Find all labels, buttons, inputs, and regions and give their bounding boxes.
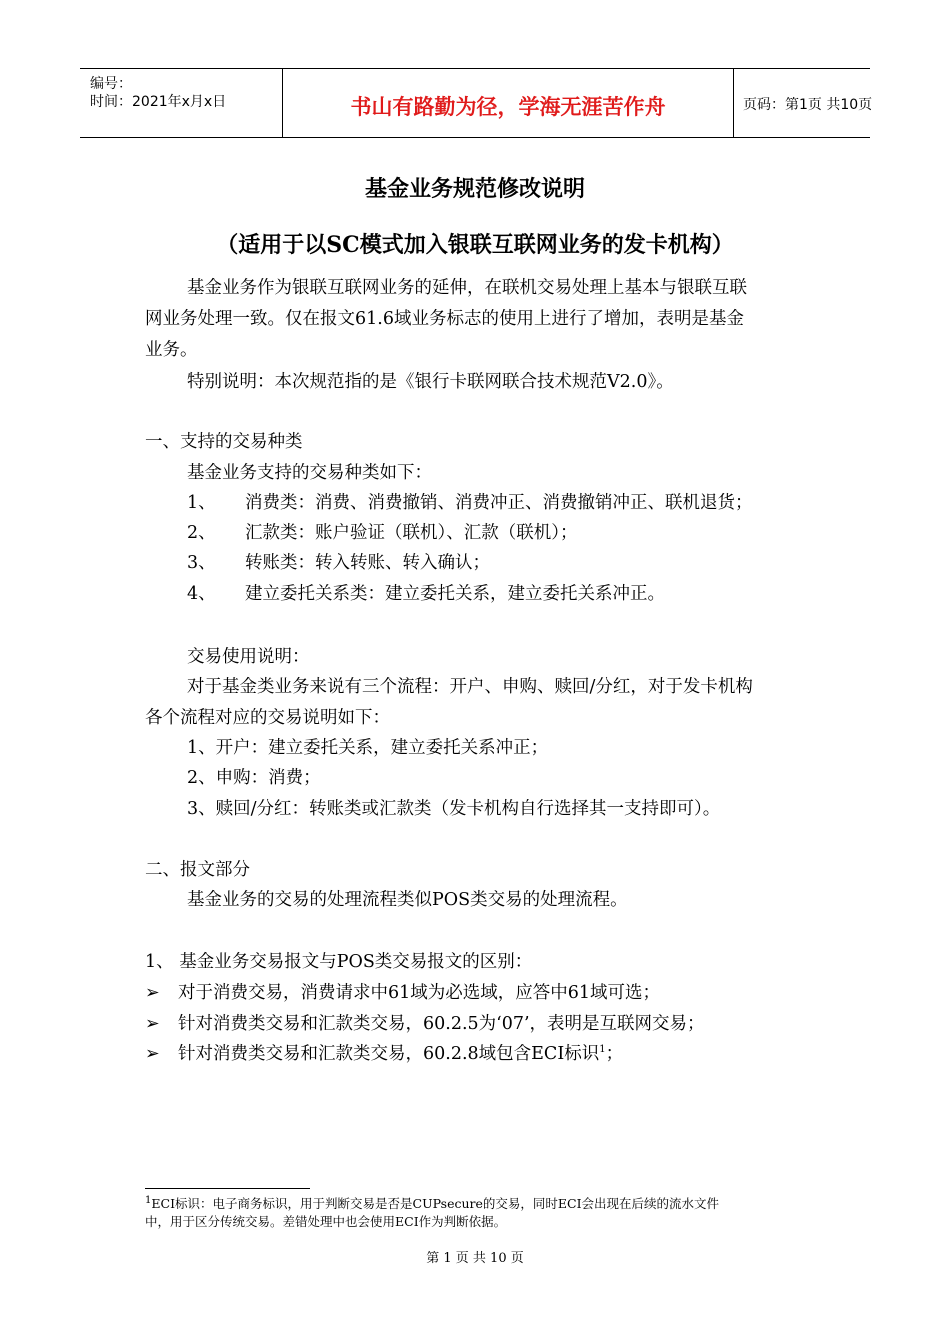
footnote-line-1 bbox=[145, 1194, 719, 1212]
bullet-text: 针对消费类交易和汇款类交易，60.2.8域包含ECI标识 bbox=[178, 1044, 600, 1064]
flow-item: 1、开户：建立委托关系，建立委托关系冲正； bbox=[187, 738, 549, 758]
usage-line-1: 对于基金类业务来说有三个流程：开户、申购、赎回/分红，对于发卡机构 bbox=[187, 677, 753, 697]
motto-text: 书山有路勤为径，学海无涯苦作舟 bbox=[350, 95, 666, 119]
section1-lead: 基金业务支持的交易种类如下： bbox=[187, 463, 432, 483]
footnote-text: ECI标识：电子商务标识，用于判断交易是否是CUPsecure的交易，同时ECI会出现在后续的流水文件 bbox=[151, 1196, 720, 1211]
intro-line-2: 网业务处理一致。仅在报文61.6域业务标志的使用上进行了增加，表明是基金 bbox=[145, 309, 744, 329]
bullet-text: 针对消费类交易和汇款类交易，60.2.5为‘07’，表明是互联网交易； bbox=[178, 1014, 705, 1034]
bullet-text: 对于消费交易，消费请求中61域为必选域，应答中61域可选； bbox=[178, 983, 661, 1003]
item-number: 1、 bbox=[187, 493, 216, 513]
section2-lead: 基金业务的交易的处理流程类似POS类交易的处理流程。 bbox=[187, 890, 628, 910]
item-text: 汇款类：账户验证（联机）、汇款（联机）； bbox=[245, 523, 578, 543]
usage-line-2: 各个流程对应的交易说明如下： bbox=[145, 708, 390, 728]
special-note: 特别说明：本次规范指的是《银行卡联网联合技术规范V2.0》。 bbox=[187, 372, 674, 392]
trade-type-item bbox=[187, 549, 490, 574]
item-number: 2、 bbox=[187, 523, 216, 543]
item-text: 建立委托关系类：建立委托关系，建立委托关系冲正。 bbox=[245, 584, 665, 604]
section1-heading: 一、支持的交易种类 bbox=[145, 432, 303, 452]
item-text: 消费类：消费、消费撤销、消费冲正、消费撤销冲正、联机退货； bbox=[245, 493, 753, 513]
bullet-tail: ； bbox=[605, 1044, 624, 1064]
item-number: 3、 bbox=[187, 553, 216, 573]
page-footer: 第 1 页 共 10 页 bbox=[426, 1251, 524, 1266]
intro-line-3: 业务。 bbox=[145, 340, 198, 360]
arrow-bullet-icon: ➢ bbox=[145, 1044, 160, 1064]
footnote-separator bbox=[145, 1188, 310, 1189]
item-text: 转账类：转入转账、转入确认； bbox=[245, 553, 490, 573]
trade-type-item bbox=[187, 489, 753, 514]
item-number: 4、 bbox=[187, 584, 216, 604]
trade-type-item bbox=[187, 580, 665, 605]
usage-heading: 交易使用说明： bbox=[187, 647, 310, 667]
arrow-bullet-icon: ➢ bbox=[145, 1014, 160, 1034]
header-motto-cell bbox=[282, 69, 734, 137]
intro-line-1: 基金业务作为银联互联网业务的延伸，在联机交易处理上基本与银联互联 bbox=[187, 278, 747, 298]
header-page-cell bbox=[733, 69, 873, 137]
doc-title: 基金业务规范修改说明 bbox=[364, 176, 585, 202]
flow-item: 3、赎回/分红：转账类或汇款类（发卡机构自行选择其一支持即可）。 bbox=[187, 799, 721, 819]
footnote-mark: 1 bbox=[145, 1194, 152, 1206]
flow-item: 2、申购：消费； bbox=[187, 768, 321, 788]
number-label: 编号： bbox=[90, 76, 132, 92]
footnote-reference[interactable]: 1 bbox=[599, 1044, 606, 1056]
date-label: 时间：2021年x月x日 bbox=[90, 94, 227, 110]
header-meta-cell bbox=[80, 69, 282, 137]
page-header bbox=[80, 68, 873, 138]
section2-subheading: 1、 基金业务交易报文与POS类交易报文的区别： bbox=[145, 952, 533, 972]
diff-bullet bbox=[145, 979, 660, 1004]
footnote-line-2: 中，用于区分传统交易。差错处理中也会使用ECI作为判断依据。 bbox=[145, 1214, 507, 1229]
diff-bullet bbox=[145, 1040, 623, 1065]
page-info: 页码：第1页 共10页 bbox=[743, 97, 873, 113]
diff-bullet bbox=[145, 1010, 705, 1035]
section2-heading: 二、报文部分 bbox=[145, 860, 250, 880]
trade-type-item bbox=[187, 519, 578, 544]
doc-subtitle: （适用于以SC模式加入银联互联网业务的发卡机构） bbox=[216, 232, 734, 258]
arrow-bullet-icon: ➢ bbox=[145, 983, 160, 1003]
